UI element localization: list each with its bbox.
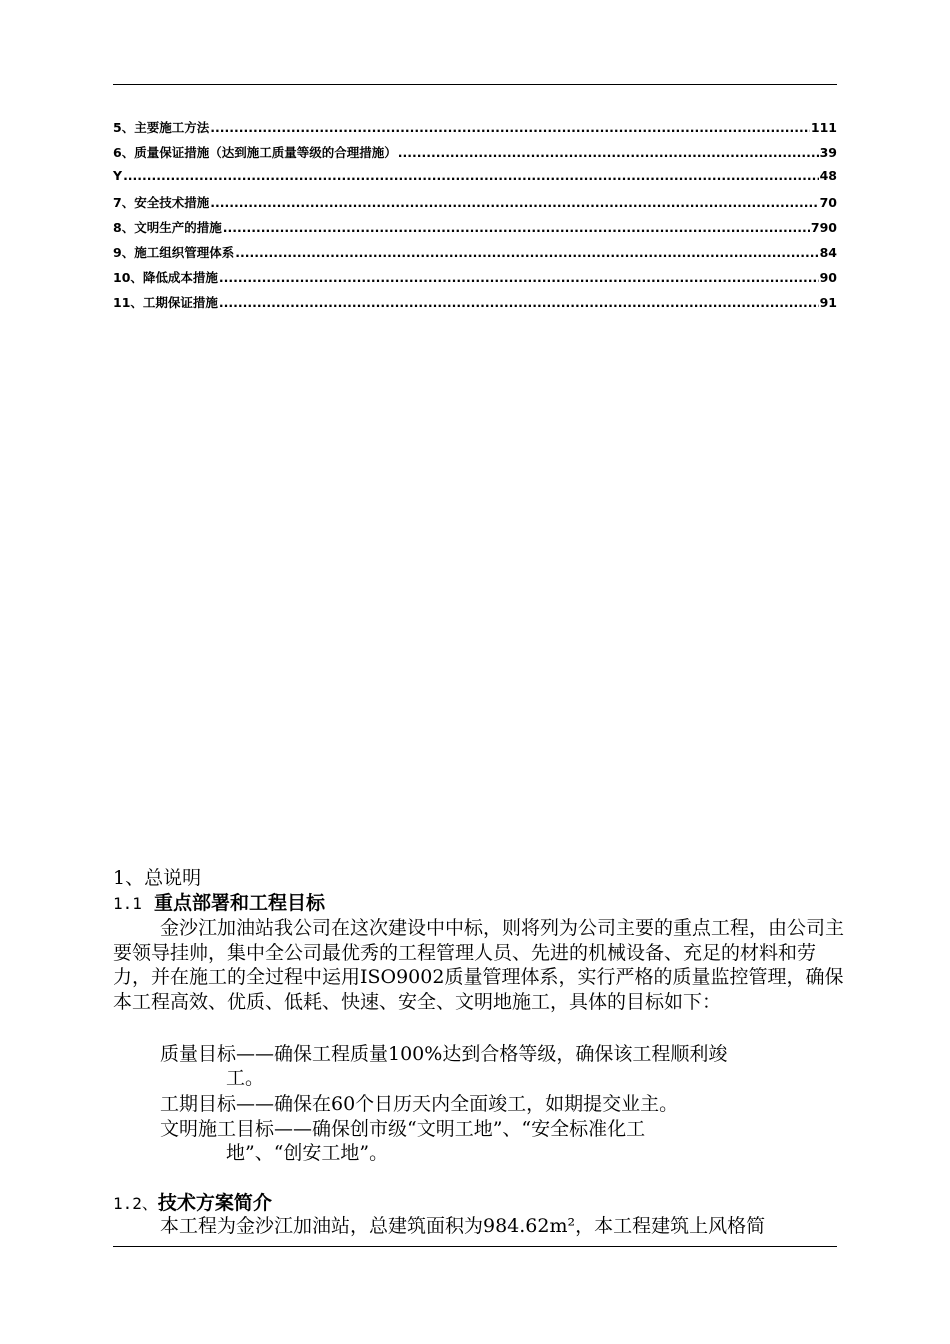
toc-entry-title: 5、主要施工方法 bbox=[113, 120, 210, 135]
schedule-goal bbox=[160, 1092, 840, 1116]
toc-entry[interactable] bbox=[113, 293, 837, 318]
goal-line: 工期目标——确保在60个日历天内全面竣工，如期提交业主。 bbox=[160, 1093, 679, 1115]
section-heading-1-1 bbox=[113, 891, 325, 916]
toc-entry-page: 84 bbox=[819, 245, 837, 260]
toc-entry[interactable] bbox=[113, 118, 837, 143]
toc-entry-page: 790 bbox=[810, 220, 837, 235]
toc-entry-title: Y bbox=[113, 168, 123, 183]
table-of-contents bbox=[113, 118, 837, 318]
footer-rule bbox=[113, 1246, 837, 1247]
toc-entry-title: 10、降低成本措施 bbox=[113, 270, 218, 285]
toc-entry-page: 91 bbox=[819, 295, 837, 310]
civilized-construction-goal bbox=[160, 1117, 840, 1165]
toc-entry-page: 90 bbox=[819, 270, 837, 285]
quality-goal bbox=[160, 1042, 840, 1090]
toc-leader-dots bbox=[210, 120, 810, 135]
toc-entry[interactable] bbox=[113, 168, 837, 193]
goal-line: 文明施工目标——确保创市级“文明工地”、“安全标准化工 bbox=[160, 1118, 646, 1140]
section-paragraph: 金沙江加油站我公司在这次建设中中标，则将列为公司主要的重点工程，由公司主要领导挂帅，集中全公司最优秀的工程管理人员、先进的机械设备、充足的材料和劳力，并在施工的全过程中运用ISO9002质量管理体系，实行严格的质量监控管理，确保本工程高效、优质、低耗、快速、安全、文明地施工，具体的目标如下： bbox=[113, 917, 845, 1013]
toc-leader-dots bbox=[235, 245, 818, 260]
toc-leader-dots bbox=[210, 195, 818, 210]
toc-leader-dots bbox=[219, 295, 819, 310]
section-heading-1-2 bbox=[113, 1191, 272, 1216]
toc-entry-title: 9、施工组织管理体系 bbox=[113, 245, 235, 260]
toc-leader-dots bbox=[219, 270, 819, 285]
toc-entry-title: 11、工期保证措施 bbox=[113, 295, 218, 310]
goal-line: 质量目标——确保工程质量100%达到合格等级，确保该工程顺利竣 bbox=[160, 1043, 728, 1065]
toc-entry-page: 48 bbox=[819, 168, 837, 183]
toc-leader-dots bbox=[398, 145, 819, 160]
section-number: 1.1 bbox=[113, 894, 142, 913]
chapter-title: 1、总说明 bbox=[113, 867, 202, 889]
section-title: 技术方案简介 bbox=[157, 1192, 272, 1214]
toc-leader-dots bbox=[123, 168, 819, 183]
toc-entry-page: 39 bbox=[819, 145, 837, 160]
toc-entry-page: 70 bbox=[819, 195, 837, 210]
toc-entry[interactable] bbox=[113, 268, 837, 293]
toc-entry-title: 7、安全技术措施 bbox=[113, 195, 210, 210]
header-rule bbox=[113, 84, 837, 85]
toc-entry[interactable] bbox=[113, 218, 837, 243]
toc-entry-title: 6、质量保证措施（达到施工质量等级的合理措施） bbox=[113, 145, 397, 160]
goal-line-continued: 工。 bbox=[226, 1067, 265, 1089]
toc-entry[interactable] bbox=[113, 193, 837, 218]
toc-entry[interactable] bbox=[113, 143, 837, 168]
section-paragraph: 本工程为金沙江加油站，总建筑面积为984.62m²，本工程建筑上风格简 bbox=[160, 1215, 766, 1237]
section-title: 重点部署和工程目标 bbox=[154, 892, 326, 914]
toc-entry-title: 8、文明生产的措施 bbox=[113, 220, 222, 235]
toc-entry[interactable] bbox=[113, 243, 837, 268]
toc-entry-page: 111 bbox=[810, 120, 837, 135]
toc-leader-dots bbox=[223, 220, 810, 235]
goal-line-continued: 地”、“创安工地”。 bbox=[226, 1142, 389, 1164]
section-number: 1.2、 bbox=[113, 1194, 158, 1213]
